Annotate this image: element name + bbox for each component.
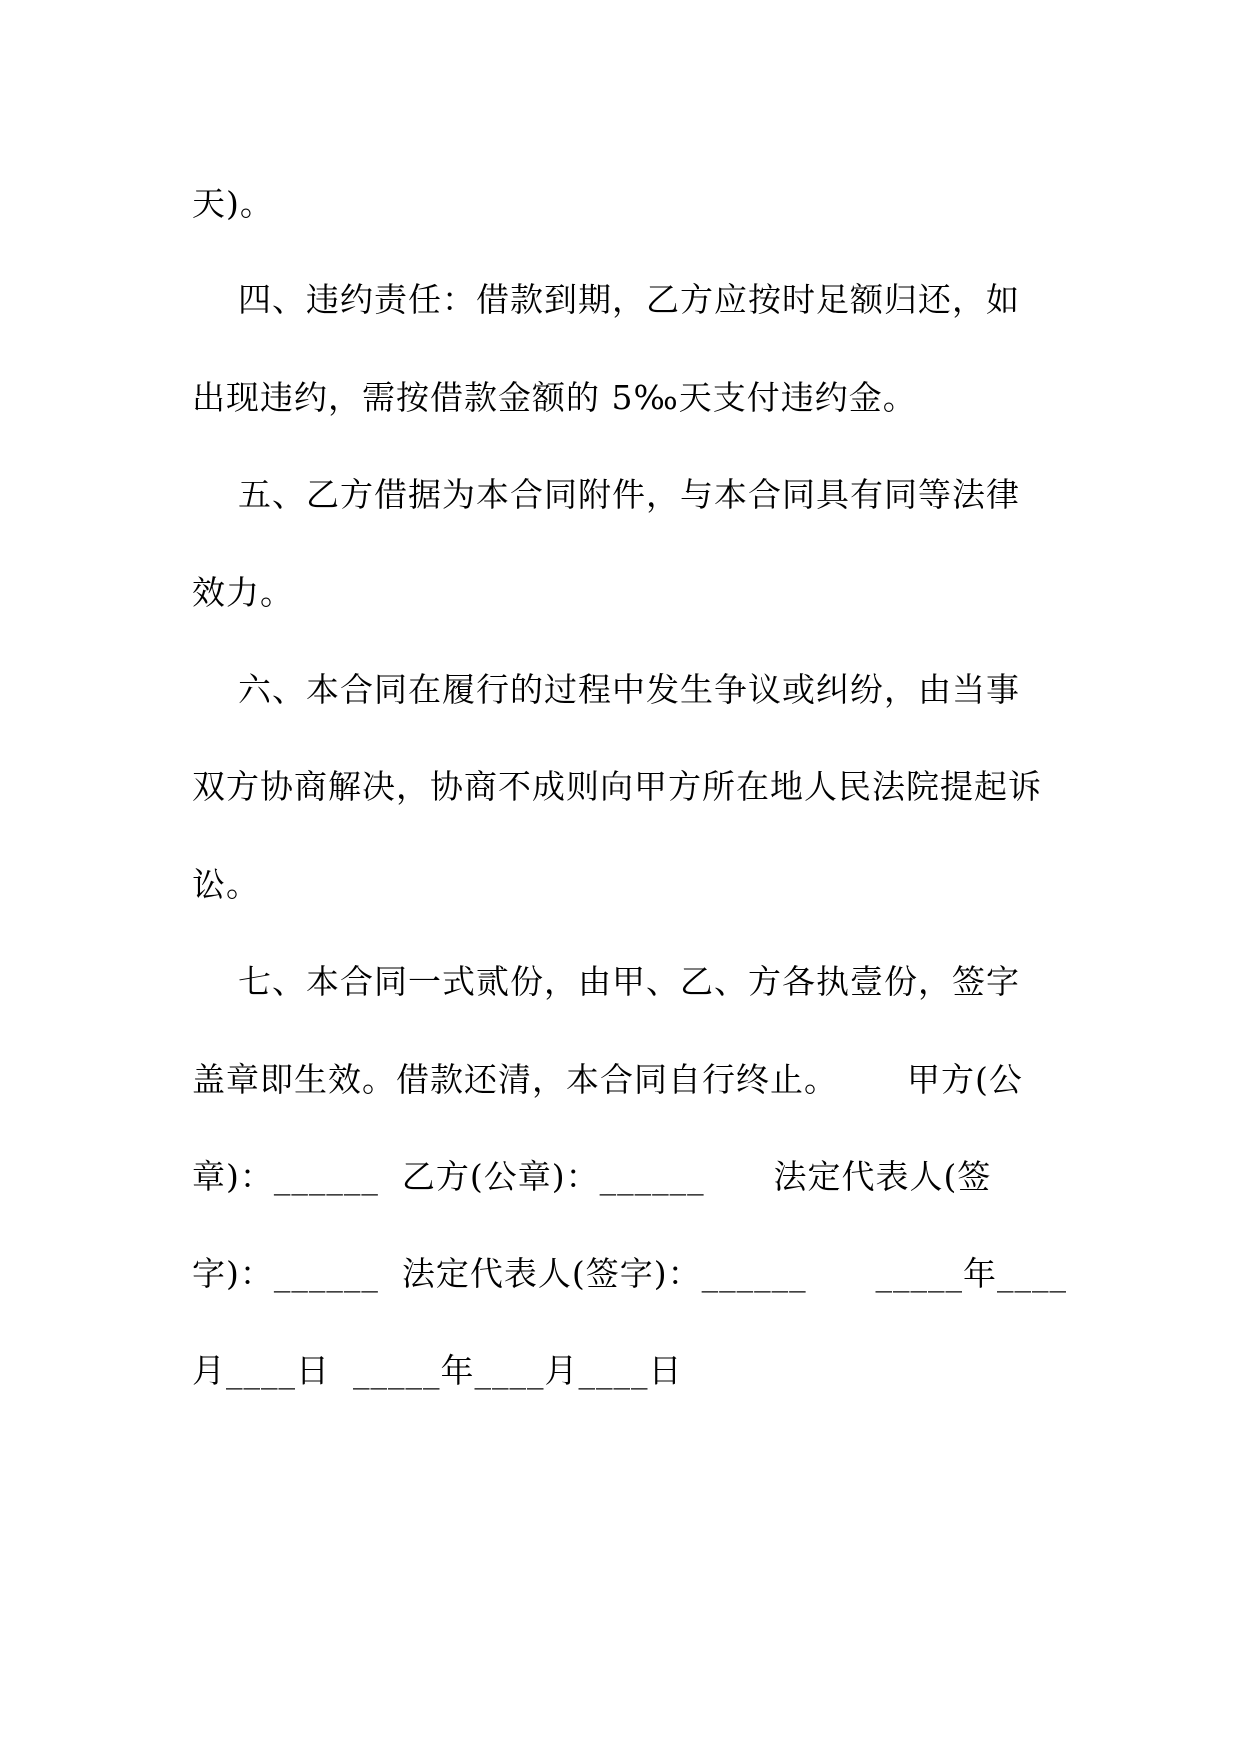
clause-seven-line: 七、本合同一式贰份，由甲、乙、方各执壹份，签字 [192,962,1020,1001]
signature-line: 章)：______ 乙方(公章)：______ 法定代表人(签 [192,1157,992,1196]
date-line: 月____日 _____年____月____日 [192,1351,683,1390]
text-line: 双方协商解决，协商不成则向甲方所在地人民法院提起诉 [192,767,1042,806]
text-line: 讼。 [192,865,260,904]
clause-four-line: 四、违约责任：借款到期，乙方应按时足额归还，如 [192,280,1020,319]
signature-line: 字)：______ 法定代表人(签字)：______ _____年____ [192,1254,1068,1293]
clause-five-line: 五、乙方借据为本合同附件，与本合同具有同等法律 [192,475,1020,514]
text-line: 天)。 [192,184,274,223]
text-line: 出现违约，需按借款金额的 5‰天支付违约金。 [192,378,917,417]
text-line: 效力。 [192,573,294,612]
clause-six-line: 六、本合同在履行的过程中发生争议或纠纷，由当事 [192,670,1020,709]
text-line: 盖章即生效。借款还清，本合同自行终止。 甲方(公 [192,1060,1023,1099]
